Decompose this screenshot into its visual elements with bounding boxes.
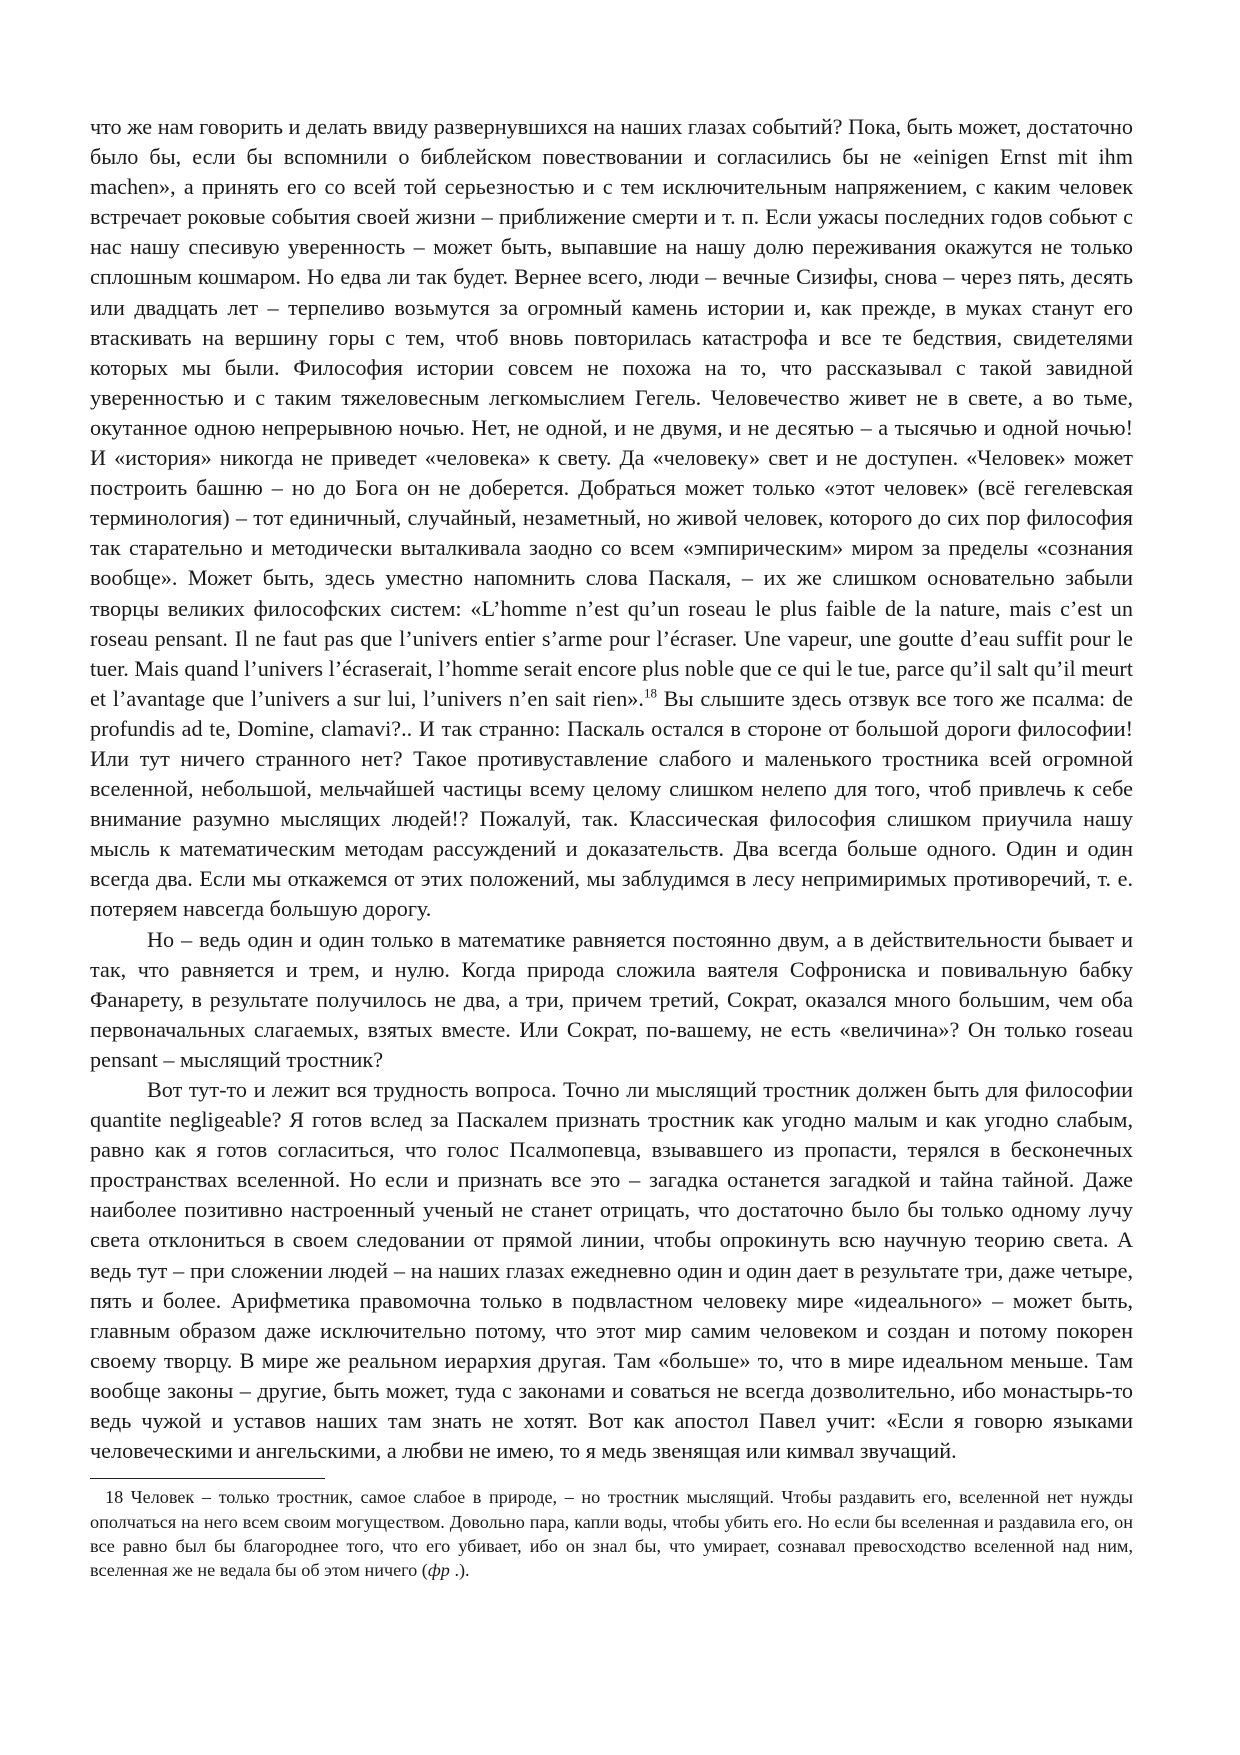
paragraph-2: Но – ведь один и один только в математике равняется постоянно двум, а в действительности бывает и так, что равняется и трем, и нулю. Когда природа сложила ваятеля Софрониска и повивальную бабку Фанарету, в результате получилось не два, а три, причем третий, Сократ, оказался много большим, чем оба первоначальных слагаемых, взятых вместе. Или Сократ, по-вашему, не есть «величина»? Он только roseau pensant – мыслящий тростник?: [90, 926, 1133, 1072]
footnote-tail: .).: [449, 1560, 470, 1581]
paragraph-3: Вот тут-то и лежит вся трудность вопроса. Точно ли мыслящий тростник должен быть для философии quantite negligeable? Я готов вслед за Паскалем признать тростник как угодно малым и как угодно слабым, равно как я готов согласиться, что голос Псалмопевца, взывавшего из пропасти, терялся в бесконечных пространствах вселенной. Но если и признать все это – загадка останется загадкой и тайна тайной. Даже наиболее позитивно настроенный ученый не станет отрицать, что достаточно было бы только одному лучу света отклониться в своем следовании от прямой линии, чтобы опрокинуть всю научную теорию света. А ведь тут – при сложении людей – на наших глазах ежедневно один и один дает в результате три, даже четыре, пять и более. Арифметика правомочна только в подвластном человеку мире «идеального» – может быть, главным образом даже исключительно потому, что этот мир самим человеком и создан и потому покорен своему творцу. В мире же реальном иерархия другая. Там «больше» то, что в мире идеальном меньше. Там вообще законы – другие, быть может, туда с законами и соваться не всегда дозволительно, ибо монастырь-то ведь чужой и уставов наших там знать не хотят. Вот как апостол Павел учит: «Если я говорю языками человеческими и ангельскими, а любви не имею, то я медь звенящая или кимвал звучащий.: [90, 1077, 1133, 1464]
paragraph-1: [90, 112, 1133, 925]
paragraph-1-text-a: что же нам говорить и делать ввиду развернувшихся на наших глазах событий? Пока, быть может, достаточно было бы, если бы вспомнили о библейском повествовании и согласились бы не «einigen Ernst mit ihm machen», а принять его со всей той серьезностью и с тем исключительным напряжением, с каким человек встречает роковые события своей жизни – приближение смерти и т. п. Если ужасы последних годов собьют с нас нашу спесивую уверенность – может быть, выпавшие на нашу долю переживания окажутся не только сплошным кошмаром. Но едва ли так будет. Вернее всего, люди – вечные Сизифы, снова – через пять, десять или двадцать лет – терпеливо возьмутся за огромный камень истории и, как прежде, в муках станут его втаскивать на вершину горы с тем, чтоб вновь повторилась катастрофа и все те бедствия, свидетелями которых мы были. Философия истории совсем не похожа на то, что рассказывал с такой завидной уверенностью и с таким тяжеловесным легкомыслием Гегель. Человечество живет не в свете, а во тьме, окутанное одною непрерывною ночью. Нет, не одной, и не двумя, и не десятью – а тысячью и одной ночью! И «история» никогда не приведет «человека» к свету. Да «человеку» свет и не доступен. «Человек» может построить башню – но до Бога он не доберется. Добраться может только «этот человек» (всё гегелевская терминология) – тот единичный, случайный, незаметный, но живой человек, которого до сих пор философия так старательно и методически выталкивала заодно со всем «эмпирическим» миром за пределы «сознания вообще». Может быть, здесь уместно напомнить слова Паскаля, – их же слишком основательно забыли творцы великих философских систем: «L’homme n’est qu’un roseau le plus faible de la nature, mais c’est un roseau pensant. Il ne faut pas que l’univers entier s’arme pour l’écraser. Une vapeur, une goutte d’eau suffit pour le tuer. Mais quand l’univers l’écraserait, l’homme serait encore plus noble que ce qui le tue, parce qu’il salt qu’il meurt et l’avantage que l’univers a sur lui, l’univers n’en sait rien».: [90, 114, 1133, 711]
paragraph-1-text-b: Вы слышите здесь отзвук все того же псалма: de profundis ad te, Domine, clamavi?.. И так странно: Паскаль остался в стороне от большой дороги философии! Или тут ничего странного нет? Такое противуставление слабого и маленького тростника всей огромной вселенной, небольшой, мельчайшей частицы всему целому слишком нелепо для того, чтоб привлечь к себе внимание разумно мыслящих людей!? Пожалуй, так. Классическая философия слишком приучила нашу мысль к математическим методам рассуждений и доказательств. Два всегда больше одного. Один и один всегда два. Если мы откажемся от этих положений, мы заблудимся в лесу непримиримых противоречий, т. е. потеряем навсегда большую дорогу.: [90, 685, 1134, 922]
footnote-text: 18 Человек – только тростник, самое слабое в природе, – но тростник мыслящий. Чтобы раздавить его, вселенной нет нужды ополчаться на него всем своим могуществом. Довольно пара, капли воды, чтобы убить его. Но если бы вселенная и раздавила его, он все равно был бы благороднее того, что его убивает, ибо он знал бы, что умирает, сознавал превосходство вселенной над ним, вселенная же не ведала бы об этом ничего (: [90, 1487, 1133, 1581]
footnote-divider: [90, 1478, 325, 1479]
footnote-italic: фр: [427, 1560, 450, 1581]
footnote-reference[interactable]: 18: [643, 685, 657, 701]
document-page: [90, 112, 1133, 1582]
footnote-18: [90, 1485, 1133, 1582]
